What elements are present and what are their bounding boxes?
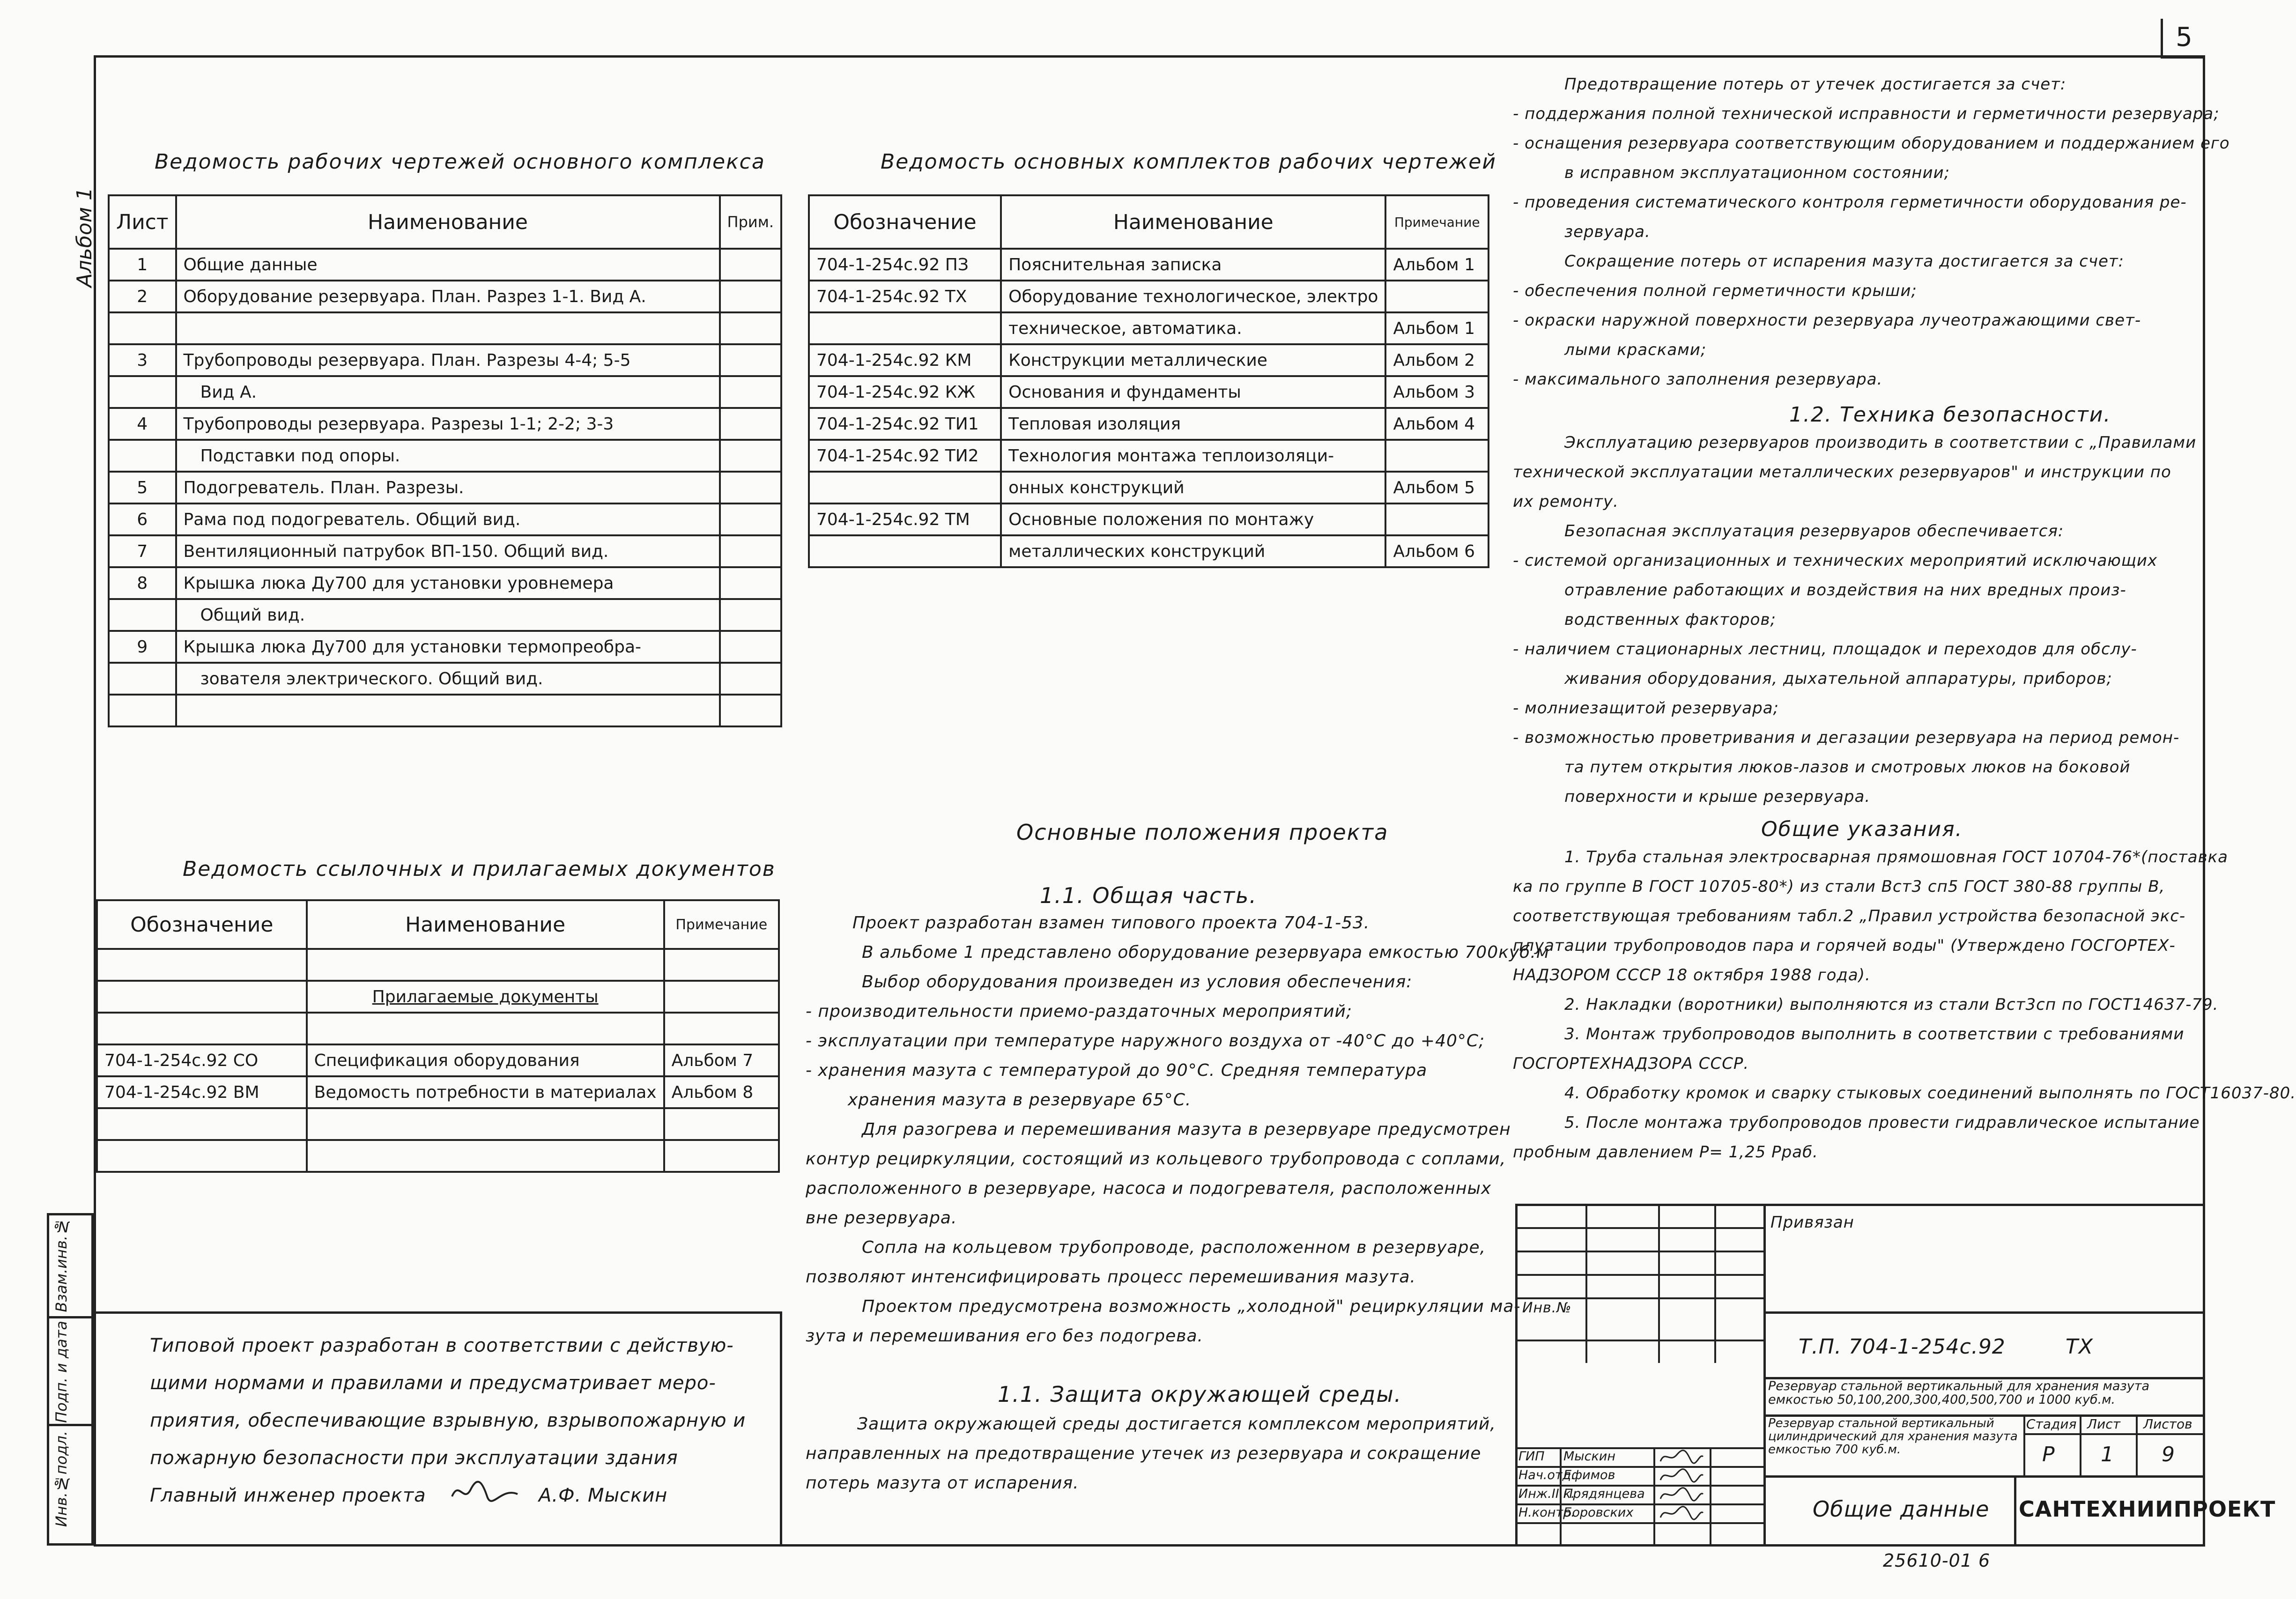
name-cell: Рама под подогреватель. Общий вид. [176,503,720,535]
text-line: живания оборудования, дыхательной аппаратуры, приборов; [1564,669,2112,688]
text-line: Выбор оборудования произведен из условия обеспечения: [862,972,1413,992]
header-cell: Примечание [1385,195,1489,249]
table-row [809,249,1489,281]
note-cell: Альбом 1 [1385,312,1489,344]
table-row [809,376,1489,408]
sheet-value: 1 [2101,1443,2114,1466]
table-row [109,376,781,408]
empty-cell [664,981,779,1013]
code-cell: 704-1-254с.92 КЖ [809,376,1001,408]
code-cell: 704-1-254с.92 СО [97,1044,307,1076]
name-cell: Крышка люка Ду700 для установки уровнемера [176,567,720,599]
name-cell: Спецификация оборудования [307,1044,664,1076]
text-line: - проведения систематического контроля герметичности оборудования ре- [1513,193,2187,212]
code-cell [809,535,1001,567]
grid-line [1653,1447,1655,1547]
header-cell: Наименование [1001,195,1385,249]
subheader-cell: Прилагаемые документы [307,981,664,1013]
text-line: 5. После монтажа трубопроводов провести гидравлическое испытание [1564,1113,2200,1132]
person-role: ГИП [1518,1449,1545,1464]
note-cell [720,535,781,567]
header-cell: Обозначение [809,195,1001,249]
text-line: технической эксплуатации металлических резервуаров" и инструкции по [1513,463,2171,481]
table-row [109,281,781,312]
empty-cell [664,949,779,981]
text-line: Сокращение потерь от испарения мазута достигается за счет: [1564,252,2125,271]
drawings-list-table [108,194,782,727]
sheet-number-cell: 9 [109,631,176,663]
grid-line [1515,1340,1763,1341]
code-cell: 704-1-254с.92 КМ [809,344,1001,376]
text-line: 2. Накладки (воротники) выполняются из стали Вст3сп по ГОСТ14637-79. [1564,995,2219,1014]
note-cell [720,472,781,503]
sheet-label: Лист [2087,1416,2120,1432]
typical-note-line-2: щими нормами и правилами и предусматривает меро- [150,1372,716,1394]
person-role: Н.контр. [1518,1505,1575,1520]
text-line: Проектом предусмотрена возможность „холодной" рециркуляции ма- [862,1297,1521,1316]
note-cell [720,312,781,344]
side-stamp-inventory: Инв.№подл. [52,1431,70,1527]
text-line: позволяют интенсифицировать процесс перемешивания мазута. [806,1267,1416,1287]
person-name: Мыскин [1563,1449,1615,1464]
sheet-description: Резервуар стальной вертикальный цилиндрический для хранения мазута емкостью 700 куб.м. [1768,1416,2018,1457]
code-cell: 704-1-254с.92 ТХ [809,281,1001,312]
person-role: Нач.отд. [1518,1468,1575,1482]
header-cell: Лист [109,195,176,249]
text-line: зервуара. [1564,222,1651,241]
text-line: Эксплуатацию резервуаров производить в соответствии с „Правилами [1564,433,2197,452]
text-line: - поддержания полной технической исправности и герметичности резервуара; [1513,104,2220,123]
sheet-number-cell: 7 [109,535,176,567]
table-row [109,249,781,281]
name-cell [176,312,720,344]
footer-number: 25610-01 6 [1883,1550,1991,1571]
note-cell [720,440,781,472]
table-row [109,440,781,472]
name-cell: Вид А. [176,376,720,408]
project-description: Резервуар стальной вертикальный для хранения мазута емкостью 50,100,200,300,400,500,700 и 1000 куб.м. [1768,1379,2150,1407]
text-line: в исправном эксплуатационном состоянии; [1564,163,1950,182]
note-cell [720,281,781,312]
ref-docs-title: Ведомость ссылочных и прилагаемых документов [183,857,776,881]
sheet-number-cell [109,695,176,726]
name-cell: Общий вид. [176,599,720,631]
table-row [809,503,1489,535]
name-cell: Подогреватель. План. Разрезы. [176,472,720,503]
main-provisions-title: Основные положения проекта [1016,820,1389,845]
grid-line [1515,1274,1763,1276]
typical-note-line-1: Типовой проект разработан в соответствии с действую- [150,1335,734,1356]
code-cell: 704-1-254с.92 ТИ2 [809,440,1001,472]
text-line: пробным давлением Р= 1,25 Рраб. [1513,1143,1818,1162]
typical-note-line-5: Главный инженер проекта [150,1485,426,1506]
text-line: - эксплуатации при температуре наружного воздуха от -40°С до +40°С; [806,1031,1485,1051]
text-line: та путем открытия люков-лазов и смотровых люков на боковой [1564,758,2131,777]
name-cell [176,695,720,726]
text-line: зута и перемешивания его без подогрева. [806,1326,1203,1346]
table-row [97,1044,779,1076]
name-cell: онных конструкций [1001,472,1385,503]
text-line: Сопла на кольцевом трубопроводе, расположенном в резервуаре, [862,1238,1486,1257]
sheet-number-cell: 8 [109,567,176,599]
text-line: - окраски наружной поверхности резервуара лучеотражающими свет- [1513,311,2141,330]
project-code: Т.П. 704-1-254с.92 [1799,1335,2006,1359]
note-cell: Альбом 5 [1385,472,1489,503]
name-cell: Общие данные [176,249,720,281]
name-cell: Оборудование резервуара. План. Разрез 1-1. Вид А. [176,281,720,312]
grid-line [1710,1447,1711,1547]
name-cell: Трубопроводы резервуара. План. Разрезы 4-4; 5-5 [176,344,720,376]
text-line: потерь мазута от испарения. [806,1473,1079,1493]
note-cell: Альбом 6 [1385,535,1489,567]
sheet-number-cell [109,599,176,631]
grid-line [1515,1522,1763,1524]
text-line: хранения мазута в резервуаре 65°С. [848,1090,1192,1110]
sheet-number-cell: 3 [109,344,176,376]
note-cell [720,408,781,440]
sheet-name: Общие данные [1813,1496,1990,1522]
note-cell [720,249,781,281]
sheet-number-cell [109,312,176,344]
note-cell: Альбом 3 [1385,376,1489,408]
name-cell: Оборудование технологическое, электро [1001,281,1385,312]
name-cell: Ведомость потребности в материалах [307,1076,664,1108]
table-row [109,344,781,376]
text-line: вне резервуара. [806,1208,957,1228]
organization-name: САНТЕХНИИПРОЕКТ [2019,1496,2276,1522]
drawings-list-title: Ведомость рабочих чертежей основного комплекса [155,150,765,174]
stage-label: Стадия [2026,1416,2077,1432]
name-cell: Вентиляционный патрубок ВП-150. Общий вид. [176,535,720,567]
stage-sheet-box [2023,1414,2205,1475]
text-line: направленных на предотвращение утечек из резервуара и сокращение [806,1444,1481,1463]
empty-cell [97,1013,307,1044]
project-mark: ТХ [2066,1335,2094,1359]
grid-line [1763,1204,1766,1547]
table-row [109,567,781,599]
name-cell: техническое, автоматика. [1001,312,1385,344]
chief-engineer-name: А.Ф. Мыскин [539,1485,668,1506]
name-cell: металлических конструкций [1001,535,1385,567]
text-line: НАДЗОРОМ СССР 18 октября 1988 года). [1513,966,1871,985]
empty-cell [97,1108,307,1140]
sheet-number-cell: 5 [109,472,176,503]
empty-cell [97,949,307,981]
page-number: 5 [2161,19,2205,59]
note-cell [720,631,781,663]
header-cell: Наименование [176,195,720,249]
sheets-label: Листов [2143,1416,2192,1432]
table-row [97,1013,779,1044]
header-cell: Обозначение [97,900,307,949]
text-line: В альбоме 1 представлено оборудование резервуара емкостью 700куб.м [862,943,1549,962]
code-cell: 704-1-254с.92 ТМ [809,503,1001,535]
sheet-number-cell [109,376,176,408]
table-row [109,631,781,663]
chief-engineer-signature [450,1478,520,1506]
empty-cell [664,1108,779,1140]
empty-cell [307,1013,664,1044]
note-cell [720,376,781,408]
sheet-number-cell: 6 [109,503,176,535]
name-cell: Конструкции металлические [1001,344,1385,376]
table-row [109,408,781,440]
grid-line [1515,1447,1763,1449]
note-cell [720,599,781,631]
note-cell [1385,503,1489,535]
sheet-number-cell [109,663,176,695]
name-cell: Тепловая изоляция [1001,408,1385,440]
sheet-number-cell: 2 [109,281,176,312]
side-stamp-signature: Подп. и дата [52,1321,70,1423]
table-row [109,312,781,344]
text-line: соответствующая требованиям табл.2 „Правил устройства безопасной экс- [1513,907,2186,925]
typical-note-line-4: пожарную безопасности при эксплуатации здания [150,1447,678,1469]
text-line: поверхности и крыше резервуара. [1564,787,1871,806]
text-line: - максимального заполнения резервуара. [1513,370,1883,389]
text-line: - обеспечения полной герметичности крыши; [1513,281,1917,300]
table-row [109,663,781,695]
name-cell: Пояснительная записка [1001,249,1385,281]
table-row [809,472,1489,503]
text-line: плуатации трубопроводов пара и горячей воды" (Утверждено ГОСГОРТЕХ- [1513,936,2176,955]
empty-cell [307,1108,664,1140]
table-row [809,440,1489,472]
text-line: ГОСГОРТЕХНАДЗОРА СССР. [1513,1054,1749,1073]
note-cell [1385,440,1489,472]
empty-cell [664,1140,779,1172]
person-name: Прядянцева [1563,1487,1645,1501]
sheet-number-cell [109,440,176,472]
signature [1658,1504,1705,1521]
table-row [109,503,781,535]
text-line: - возможностью проветривания и дегазации резервуара на период ремон- [1513,728,2180,747]
person-role: Инж.II к. [1518,1487,1575,1501]
table-row [809,408,1489,440]
empty-cell [97,981,307,1013]
table-header [809,195,1489,249]
signature [1658,1467,1705,1484]
inventory-label: Инв.№ [1522,1300,1572,1316]
text-line: их ремонту. [1513,492,1619,511]
typical-note-line-3: приятия, обеспечивающие взрывную, взрывопожарную и [150,1410,746,1431]
safety-title: 1.2. Техника безопасности. [1789,403,2111,427]
album-label: Альбом 1 [73,187,96,288]
stage-value: Р [2042,1443,2055,1466]
table-row [97,1076,779,1108]
table-row [97,949,779,981]
code-cell [809,472,1001,503]
table-row [809,344,1489,376]
text-line: расположенного в резервуаре, насоса и подогревателя, расположенных [806,1179,1492,1198]
sheet-number-cell: 4 [109,408,176,440]
table-header [97,900,779,949]
empty-cell [664,1013,779,1044]
header-cell: Примечание [664,900,779,949]
table-row [97,981,779,1013]
text-line: 4. Обработку кромок и сварку стыковых соединений выполнять по ГОСТ16037-80. [1564,1084,2296,1103]
table-row [109,472,781,503]
name-cell: Трубопроводы резервуара. Разрезы 1-1; 2-2; 3-3 [176,408,720,440]
name-cell: Подставки под опоры. [176,440,720,472]
table-row [109,535,781,567]
text-line: отравление работающих и воздействия на них вредных произ- [1564,581,2126,600]
text-line: Защита окружающей среды достигается комплексом мероприятий, [857,1414,1496,1434]
text-line: - системой организационных и технических мероприятий исключающих [1513,551,2158,570]
main-sets-title: Ведомость основных комплектов рабочих чертежей [881,150,1496,174]
text-line: Безопасная эксплуатация резервуаров обеспечивается: [1564,522,2064,540]
table-row [809,535,1489,567]
sheets-value: 9 [2162,1443,2175,1466]
table-row [97,1140,779,1172]
note-cell: Альбом 1 [1385,249,1489,281]
code-cell [809,312,1001,344]
main-sets-table [808,194,1489,568]
table-row [809,281,1489,312]
header-cell: Наименование [307,900,664,949]
table-header [109,195,781,249]
general-instructions-title: Общие указания. [1761,817,1963,841]
note-cell [1385,281,1489,312]
name-cell: зователя электрического. Общий вид. [176,663,720,695]
code-cell: 704-1-254с.92 ТИ1 [809,408,1001,440]
name-cell: Технология монтажа теплоизоляци- [1001,440,1385,472]
text-line: - производительности приемо-раздаточных мероприятий; [806,1002,1353,1021]
text-line: ка по группе В ГОСТ 10705-80*) из стали Вст3 сп5 ГОСТ 380-88 группы В, [1513,877,2165,896]
empty-cell [307,949,664,981]
table-row [97,1108,779,1140]
grid-line [1515,1227,1763,1229]
person-name: Ефимов [1563,1468,1615,1482]
text-line: водственных факторов; [1564,610,1776,629]
code-cell: 704-1-254с.92 ПЗ [809,249,1001,281]
text-line: - хранения мазута с температурой до 90°С. Средняя температура [806,1061,1428,1080]
note-cell: Альбом 7 [664,1044,779,1076]
text-line: лыми красками; [1564,341,1707,359]
env-section-title: 1.1. Защита окружающей среды. [998,1382,1402,1407]
grid-line [1515,1251,1763,1252]
note-cell [720,567,781,599]
text-line: контур рециркуляции, состоящий из кольцевого трубопровода с соплами, [806,1149,1506,1169]
table-row [109,695,781,726]
name-cell: Основания и фундаменты [1001,376,1385,408]
person-name: Боровских [1563,1505,1634,1520]
empty-cell [97,1140,307,1172]
note-cell: Альбом 4 [1385,408,1489,440]
note-cell [720,695,781,726]
empty-cell [307,1140,664,1172]
text-line: - молниезащитой резервуара; [1513,699,1779,718]
note-cell: Альбом 2 [1385,344,1489,376]
signature [1658,1486,1705,1503]
general-section-title: 1.1. Общая часть. [1040,883,1257,908]
table-row [109,599,781,631]
side-stamp-replace: Взам.инв.№ [52,1218,70,1312]
note-cell: Альбом 8 [664,1076,779,1108]
name-cell: Основные положения по монтажу [1001,503,1385,535]
note-cell [720,503,781,535]
text-line: Для разогрева и перемешивания мазута в резервуаре предусмотрен [862,1120,1511,1139]
binding-label: Привязан [1770,1213,1854,1232]
table-row [809,312,1489,344]
text-line: 1. Труба стальная электросварная прямошовная ГОСТ 10704-76*(поставка [1564,848,2229,866]
code-cell: 704-1-254с.92 ВМ [97,1076,307,1108]
header-cell: Прим. [720,195,781,249]
note-cell [720,663,781,695]
text-line: Предотвращение потерь от утечек достигается за счет: [1564,75,2066,94]
text-line: Проект разработан взамен типового проекта 704-1-53. [852,913,1370,933]
note-cell [720,344,781,376]
name-cell: Крышка люка Ду700 для установки термопреобра- [176,631,720,663]
text-line: - наличием стационарных лестниц, площадок и переходов для обслу- [1513,640,2137,659]
ref-docs-table [96,899,780,1173]
sheet-number-cell: 1 [109,249,176,281]
text-line: - оснащения резервуара соответствующим оборудованием и поддержанием его [1513,134,2230,153]
text-line: 3. Монтаж трубопроводов выполнить в соответствии с требованиями [1564,1025,2185,1044]
signature [1658,1448,1705,1465]
